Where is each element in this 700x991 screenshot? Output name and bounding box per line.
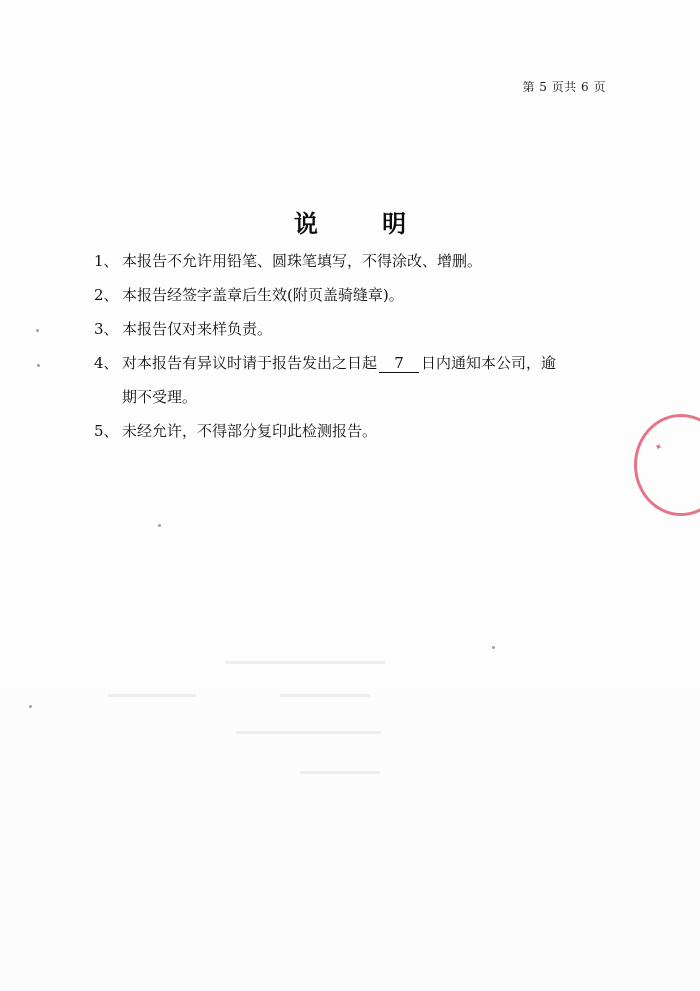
note-number: 2、 bbox=[94, 286, 119, 304]
scan-speck bbox=[492, 646, 495, 649]
note-number: 5、 bbox=[94, 422, 119, 440]
note-text: 未经允许，不得部分复印此检测报告。 bbox=[122, 422, 378, 440]
faint-scan-line bbox=[225, 661, 385, 664]
scan-speck bbox=[37, 364, 40, 367]
scan-speck bbox=[36, 329, 39, 332]
note-number: 4、 bbox=[94, 354, 119, 372]
note-continued-text: 期不受理。 bbox=[122, 388, 198, 406]
seal-mark: ✦ bbox=[653, 440, 667, 453]
note-text bbox=[122, 346, 614, 414]
faint-scan-line bbox=[300, 771, 380, 774]
notes-list bbox=[94, 244, 614, 448]
response-days-value: 7 bbox=[379, 354, 419, 373]
faint-scan-line bbox=[236, 731, 381, 734]
faint-scan-line bbox=[108, 694, 196, 697]
page-number: 第 5 页共 6 页 bbox=[522, 80, 606, 94]
note-item-4 bbox=[94, 346, 614, 414]
scan-speck bbox=[29, 705, 32, 708]
note-text: 本报告不允许用铅笔、圆珠笔填写，不得涂改、增删。 bbox=[122, 252, 483, 270]
scan-speck bbox=[158, 524, 161, 527]
note-number: 1、 bbox=[94, 252, 119, 270]
note-number: 3、 bbox=[94, 320, 119, 338]
note-text-after: 日内通知本公司，逾 bbox=[421, 354, 557, 372]
note-text: 本报告经签字盖章后生效(附页盖骑缝章)。 bbox=[122, 286, 404, 304]
note-item-1 bbox=[94, 244, 614, 278]
red-seal-stamp bbox=[634, 414, 700, 516]
note-text: 本报告仅对来样负责。 bbox=[122, 320, 273, 338]
note-item-3 bbox=[94, 312, 614, 346]
note-item-2 bbox=[94, 278, 614, 312]
note-text-before: 对本报告有异议时请于报告发出之日起 bbox=[122, 354, 378, 372]
faint-scan-line bbox=[280, 694, 370, 697]
page-title: 说 明 bbox=[293, 209, 435, 238]
note-item-5 bbox=[94, 414, 614, 448]
